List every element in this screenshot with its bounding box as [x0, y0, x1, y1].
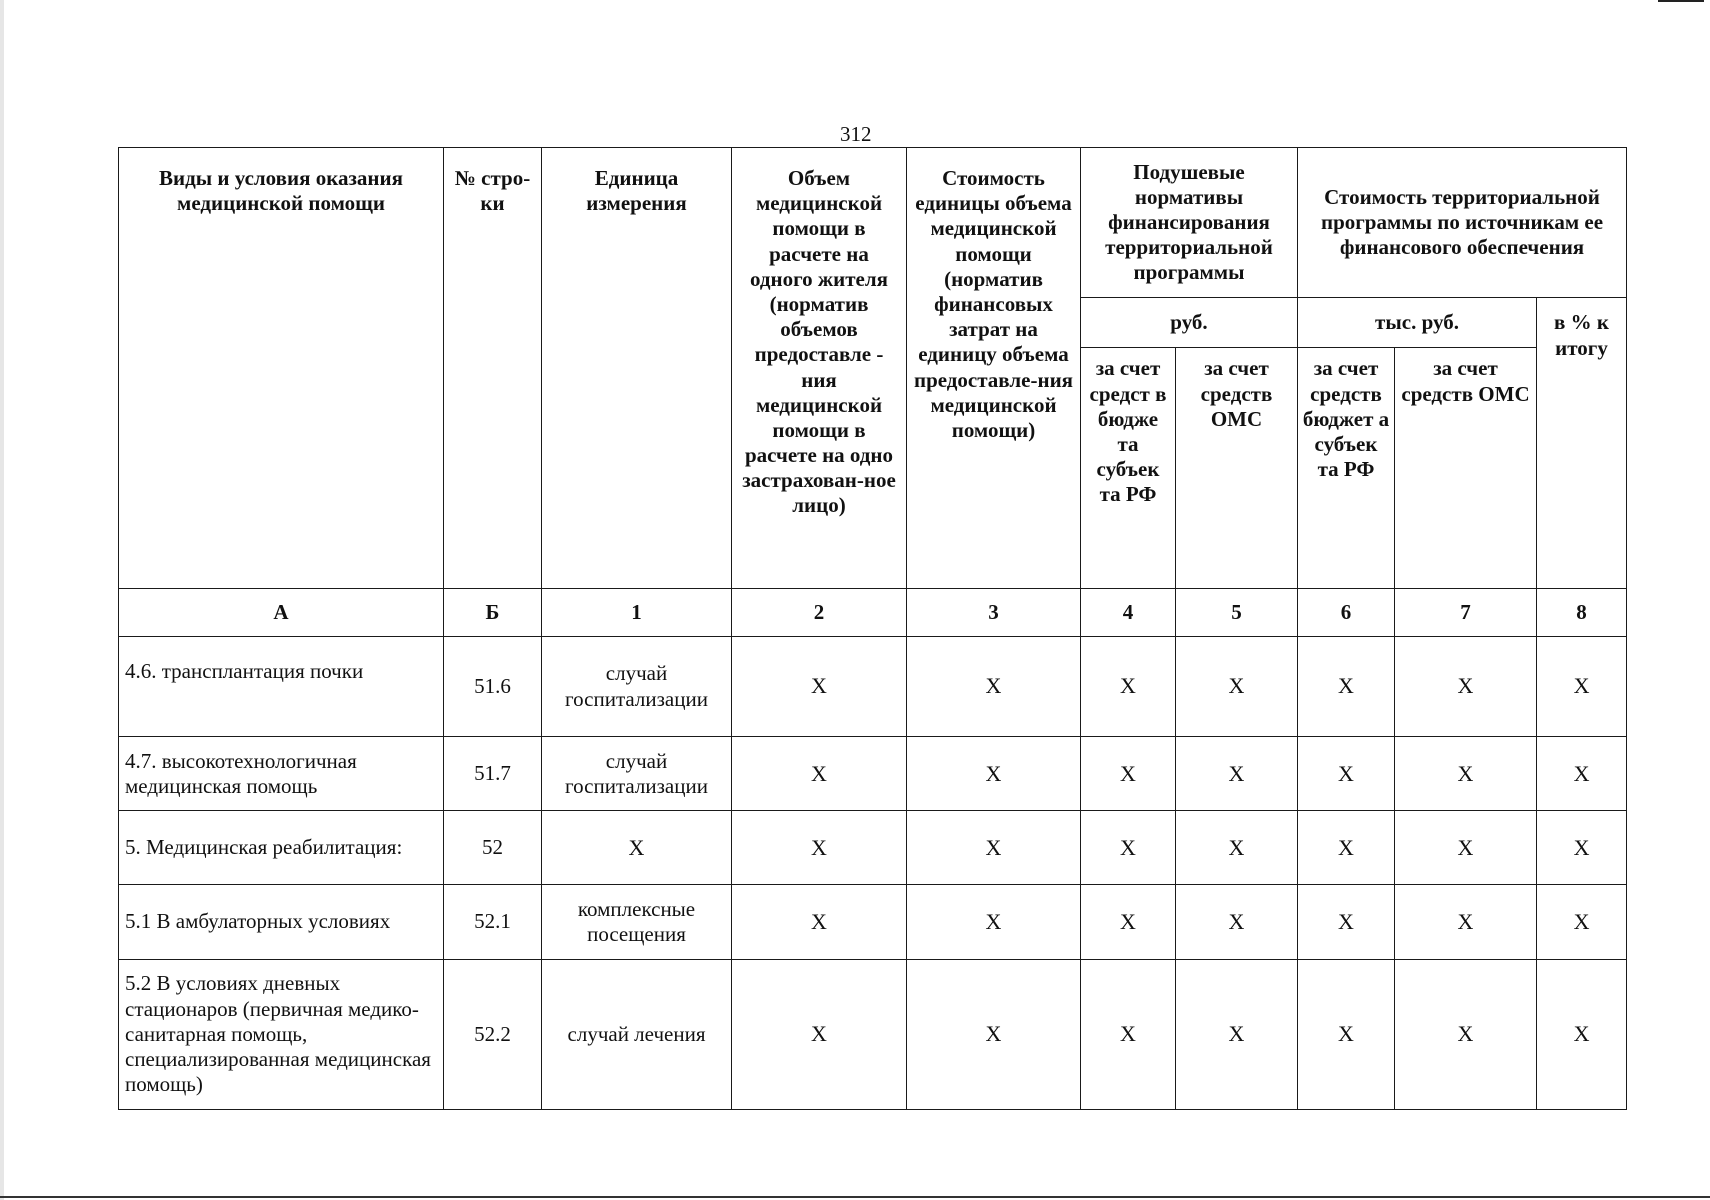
- header-percapita-oms: за счет средств ОМС: [1176, 348, 1298, 589]
- cell-percent-total: X: [1537, 959, 1627, 1109]
- cell-percapita-oms: X: [1176, 959, 1298, 1109]
- index-cell: 3: [907, 588, 1081, 636]
- cell-percapita-budget: X: [1081, 811, 1176, 885]
- cell-unit-cost: X: [907, 737, 1081, 811]
- row-number: 51.6: [444, 637, 542, 737]
- index-cell: А: [119, 588, 444, 636]
- cell-volume: X: [732, 959, 907, 1109]
- cell-cost-budget: X: [1298, 811, 1395, 885]
- cell-cost-oms: X: [1395, 885, 1537, 959]
- cell-volume: X: [732, 737, 907, 811]
- row-number: 52.1: [444, 885, 542, 959]
- cell-percent-total: X: [1537, 885, 1627, 959]
- cell-unit-cost: X: [907, 885, 1081, 959]
- row-unit: случай госпитализации: [542, 637, 732, 737]
- index-cell: 7: [1395, 588, 1537, 636]
- header-percapita-budget: за счет средст в бюдже та субъек та РФ: [1081, 348, 1176, 589]
- cell-cost-budget: X: [1298, 637, 1395, 737]
- index-cell: 5: [1176, 588, 1298, 636]
- cell-cost-oms: X: [1395, 811, 1537, 885]
- cell-cost-budget: X: [1298, 885, 1395, 959]
- cell-percapita-oms: X: [1176, 737, 1298, 811]
- header-unit: Единица измерения: [542, 148, 732, 589]
- row-unit: случай лечения: [542, 959, 732, 1109]
- cell-cost-oms: X: [1395, 737, 1537, 811]
- scan-edge-bottom: [0, 1196, 1710, 1198]
- cell-unit-cost: X: [907, 811, 1081, 885]
- row-unit: случай госпитализации: [542, 737, 732, 811]
- index-cell: Б: [444, 588, 542, 636]
- cell-percapita-budget: X: [1081, 637, 1176, 737]
- header-volume: Объем медицинской помощи в расчете на одного жителя (норматив объемов предоставле - ния медицинской помощи в расчете на одно застрахован-ное лицо): [732, 148, 907, 589]
- cell-unit-cost: X: [907, 959, 1081, 1109]
- index-cell: 1: [542, 588, 732, 636]
- cell-volume: X: [732, 637, 907, 737]
- header-unit-rub: руб.: [1081, 298, 1298, 348]
- table-row: [119, 811, 1627, 885]
- row-name: 5.1 В амбулаторных условиях: [119, 885, 444, 959]
- index-cell: 8: [1537, 588, 1627, 636]
- table-row: [119, 959, 1627, 1109]
- cell-percapita-budget: X: [1081, 885, 1176, 959]
- scan-edge-left: [0, 0, 4, 1200]
- header-cost-budget: за счет средств бюджет а субъек та РФ: [1298, 348, 1395, 589]
- financing-table: [118, 147, 1627, 1110]
- cell-percapita-oms: X: [1176, 885, 1298, 959]
- row-number: 52.2: [444, 959, 542, 1109]
- index-cell: 2: [732, 588, 907, 636]
- row-number: 52: [444, 811, 542, 885]
- cell-cost-oms: X: [1395, 637, 1537, 737]
- header-percent-total: в % к итогу: [1537, 298, 1627, 589]
- cell-percent-total: X: [1537, 811, 1627, 885]
- cell-percent-total: X: [1537, 637, 1627, 737]
- header-unit-cost: Стоимость единицы объема медицинской помощи (норматив финансовых затрат на единицу объема предоставле-ния медицинской помощи): [907, 148, 1081, 589]
- index-cell: 6: [1298, 588, 1395, 636]
- cell-percapita-budget: X: [1081, 959, 1176, 1109]
- header-kinds-of-care: Виды и условия оказания медицинской помощи: [119, 148, 444, 589]
- cell-percapita-oms: X: [1176, 811, 1298, 885]
- row-number: 51.7: [444, 737, 542, 811]
- header-cost-oms: за счет средств ОМС: [1395, 348, 1537, 589]
- row-name: 4.6. трансплантация почки: [119, 637, 444, 737]
- cell-percapita-oms: X: [1176, 637, 1298, 737]
- header-unit-thousand-rub: тыс. руб.: [1298, 298, 1537, 348]
- cell-percent-total: X: [1537, 737, 1627, 811]
- cell-unit-cost: X: [907, 637, 1081, 737]
- row-name: 5. Медицинская реабилитация:: [119, 811, 444, 885]
- table-row: [119, 637, 1627, 737]
- column-index-row: [119, 588, 1627, 636]
- page-number: 312: [840, 122, 872, 146]
- scan-mark-top: [1658, 0, 1704, 2]
- table-row: [119, 737, 1627, 811]
- cell-cost-budget: X: [1298, 959, 1395, 1109]
- cell-cost-budget: X: [1298, 737, 1395, 811]
- row-name: 5.2 В условиях дневных стационаров (первичная медико-санитарная помощь, специализированная медицинская помощь): [119, 959, 444, 1109]
- cell-percapita-budget: X: [1081, 737, 1176, 811]
- cell-cost-oms: X: [1395, 959, 1537, 1109]
- row-unit: комплексные посещения: [542, 885, 732, 959]
- cell-volume: X: [732, 885, 907, 959]
- row-unit: X: [542, 811, 732, 885]
- header-program-cost-group: Стоимость территориальной программы по источникам ее финансового обеспечения: [1298, 148, 1627, 298]
- header-percapita-group: Подушевые нормативы финансирования территориальной программы: [1081, 148, 1298, 298]
- table-row: [119, 885, 1627, 959]
- cell-volume: X: [732, 811, 907, 885]
- index-cell: 4: [1081, 588, 1176, 636]
- row-name: 4.7. высокотехнологичная медицинская помощь: [119, 737, 444, 811]
- header-row-number: № стро-ки: [444, 148, 542, 589]
